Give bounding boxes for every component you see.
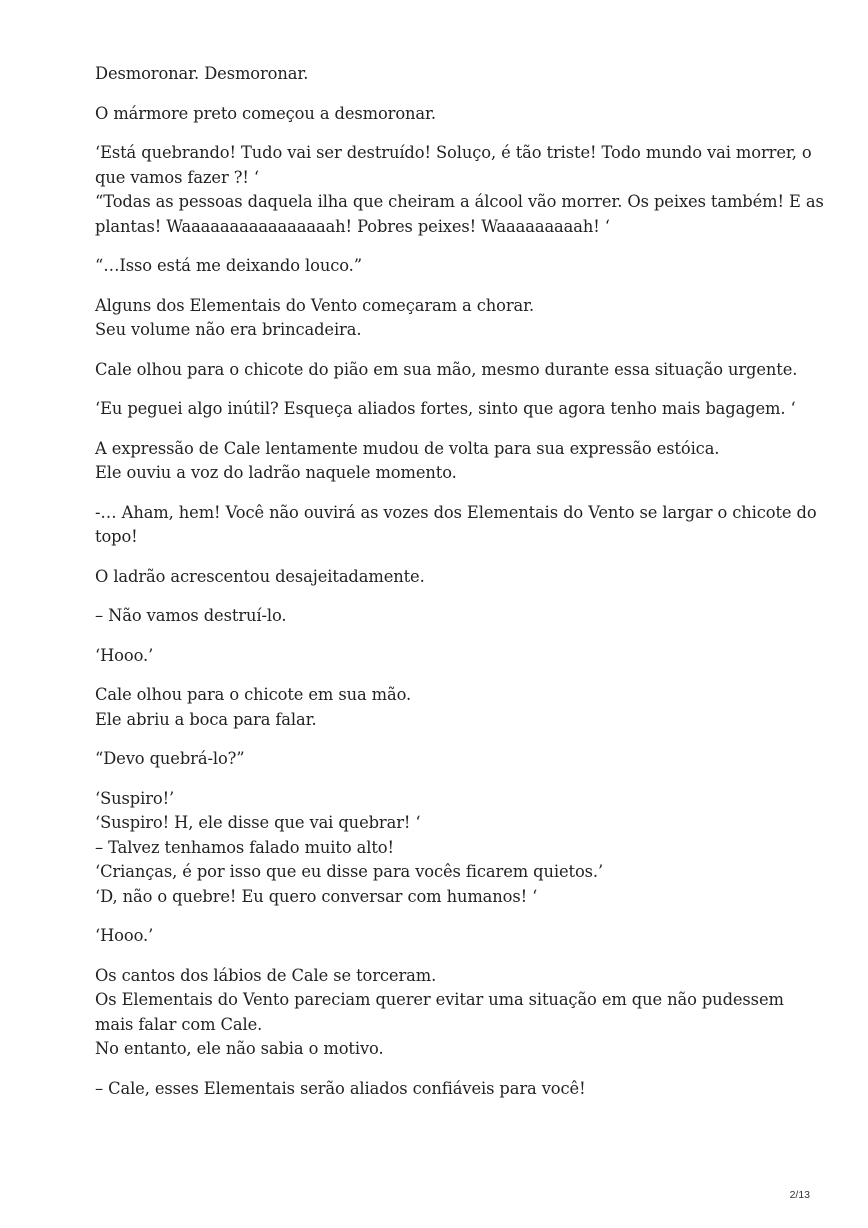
paragraph [95, 254, 795, 279]
text-line: -… Aham, hem! Você não ouvirá as vozes dos Elementais do Vento se largar o chicote do [95, 502, 817, 522]
paragraph [95, 294, 795, 343]
text-line: Desmoronar. Desmoronar. [95, 64, 309, 83]
paragraph [95, 141, 824, 239]
text-line: No entanto, ele não sabia o motivo. [95, 1039, 384, 1058]
text-line: mais falar com Cale. [95, 1014, 263, 1034]
paragraph [95, 787, 795, 910]
paragraph [95, 924, 795, 949]
text-line: Os cantos dos lábios de Cale se torceram. [95, 965, 437, 985]
text-line: ‘Hooo.’ [95, 926, 154, 945]
text-line: Alguns dos Elementais do Vento começaram a chorar. [95, 295, 535, 315]
text-line: Ele abriu a boca para falar. [95, 709, 317, 729]
paragraph [95, 747, 795, 772]
paragraph [95, 102, 795, 127]
text-line: ‘Está quebrando! Tudo vai ser destruído! Soluço, é tão triste! Todo mundo vai morrer, o [95, 143, 812, 162]
text-line: Cale olhou para o chicote em sua mão. [95, 685, 412, 704]
paragraph [95, 565, 795, 590]
text-line: ‘D, não o quebre! Eu quero conversar com humanos! ‘ [95, 886, 538, 906]
paragraph [95, 397, 795, 422]
text-line: Ele ouviu a voz do ladrão naquele momento. [95, 463, 457, 482]
text-line: que vamos fazer ?! ‘ [95, 167, 259, 187]
text-line: Os Elementais do Vento pareciam querer evitar uma situação em que não pudessem [95, 990, 784, 1009]
text-line: ‘Suspiro!’ [95, 788, 175, 808]
paragraph [95, 1077, 795, 1102]
text-line: “Devo quebrá-lo?” [95, 749, 245, 768]
text-line: plantas! Waaaaaaaaaaaaaaaah! Pobres peixes! Waaaaaaaaah! ‘ [95, 216, 610, 236]
text-line: Seu volume não era brincadeira. [95, 320, 362, 339]
text-line: ‘Eu peguei algo inútil? Esqueça aliados fortes, sinto que agora tenho mais bagagem. ‘ [95, 399, 796, 418]
paragraph [95, 358, 798, 383]
paragraph [95, 644, 795, 669]
text-line: – Cale, esses Elementais serão aliados confiáveis para você! [95, 1078, 586, 1098]
text-line: – Não vamos destruí-lo. [95, 606, 287, 625]
text-line: ‘Hooo.’ [95, 645, 154, 665]
page-number: 2/13 [789, 1189, 810, 1201]
paragraph [95, 501, 817, 550]
text-line: Cale olhou para o chicote do pião em sua mão, mesmo durante essa situação urgente. [95, 359, 798, 379]
paragraph [95, 604, 795, 629]
text-line: “…Isso está me deixando louco.” [95, 256, 362, 275]
text-line: – Talvez tenhamos falado muito alto! [95, 837, 394, 857]
text-line: topo! [95, 527, 138, 546]
paragraph [95, 683, 795, 732]
text-line: ‘Crianças, é por isso que eu disse para vocês ficarem quietos.’ [95, 862, 604, 881]
text-line: O mármore preto começou a desmoronar. [95, 103, 437, 123]
text-line: A expressão de Cale lentamente mudou de volta para sua expressão estóica. [95, 438, 720, 458]
text-line: O ladrão acrescentou desajeitadamente. [95, 566, 425, 586]
text-line: “Todas as pessoas daquela ilha que cheiram a álcool vão morrer. Os peixes também! E as [95, 192, 824, 211]
paragraph [95, 437, 795, 486]
document-body [95, 62, 824, 1116]
paragraph [95, 62, 795, 87]
paragraph [95, 964, 795, 1062]
text-line: ‘Suspiro! H, ele disse que vai quebrar! ‘ [95, 813, 421, 832]
